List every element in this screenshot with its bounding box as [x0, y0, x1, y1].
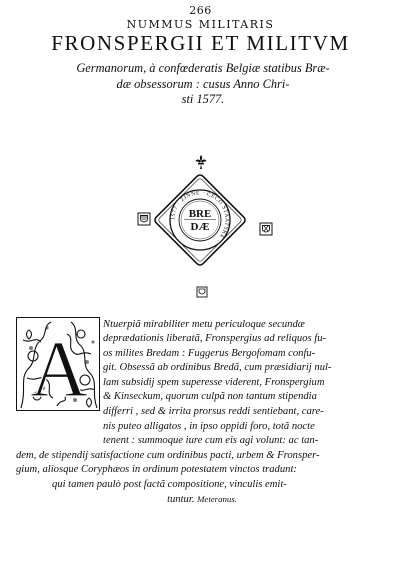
text-line: qui tamen paulò post factã compositione, vinculis emit- — [52, 478, 287, 490]
text-line: Ntuerpiã mirabiliter metu periculoque secundæ — [103, 319, 305, 330]
subtitle-line: sti 1577. — [181, 92, 225, 106]
text-line: os milites Bredam : Fuggerus Bergofomam confu- — [103, 347, 316, 359]
running-head: NUMMUS MILITARIS — [126, 18, 275, 31]
foliage-ornament-icon — [17, 318, 100, 411]
body-text-indented — [103, 318, 388, 419]
subtitle-line: Germanorum, à confœderatis Belgiæ statibus Bræ- — [76, 61, 330, 75]
body-text-full — [16, 420, 388, 508]
coin-center-bottom: DÆ — [190, 221, 210, 233]
text-line: differri , sed & irrita prorsus reddi sentiebant, care- — [103, 405, 324, 417]
text-line: git. Obsessã ab ordinibus Bredã, cum præsidiarij nul- — [103, 362, 332, 374]
subtitle-line: dæ obsessorum : cusus Anno Chri- — [116, 76, 290, 91]
page-number: 266 — [189, 4, 212, 17]
coin-ring-text: 1577 · ZINNE · CECO STAATSKE · — [170, 190, 230, 244]
text-line-final — [16, 492, 388, 507]
text-line: dem, de stipendij satisfactione cum ordinibus pacti, urbem & Fronsper- — [16, 449, 320, 461]
decorated-initial — [16, 317, 100, 411]
shield-counterstamp-icon — [137, 212, 151, 226]
source-citation: Meteranus. — [197, 494, 237, 505]
fleur-de-lis-icon — [193, 154, 209, 170]
text-line: tenent : summoque iure cum eis agi volunt: ac tan- — [103, 435, 319, 447]
text-line: lam subsidij spem superesse viderent, Fronspergium — [103, 376, 325, 388]
drop-cap-letter: A — [30, 326, 88, 411]
text-line: nis puteo alligatos , in ipso oppidi foro, totã nocte — [103, 421, 315, 432]
siege-coin — [150, 170, 250, 270]
shield-counterstamp-icon — [259, 222, 273, 236]
subtitle — [38, 61, 368, 108]
page-title: FRONSPERGII ET MILITVM — [51, 31, 350, 55]
coin-center-top: BRE — [188, 208, 212, 220]
text-line: & Kinseckum, quorum culpã non tantum stipendia — [103, 391, 317, 403]
text-line: gium, aliosque Coryphæos in ordinum potestatem vinctos tradunt: — [16, 464, 297, 476]
text-line: deprædationis liberatã, Fronspergius ad reliquos fu- — [103, 333, 327, 345]
final-word: tuntur. — [167, 494, 195, 506]
small-stamp-icon — [196, 286, 208, 298]
